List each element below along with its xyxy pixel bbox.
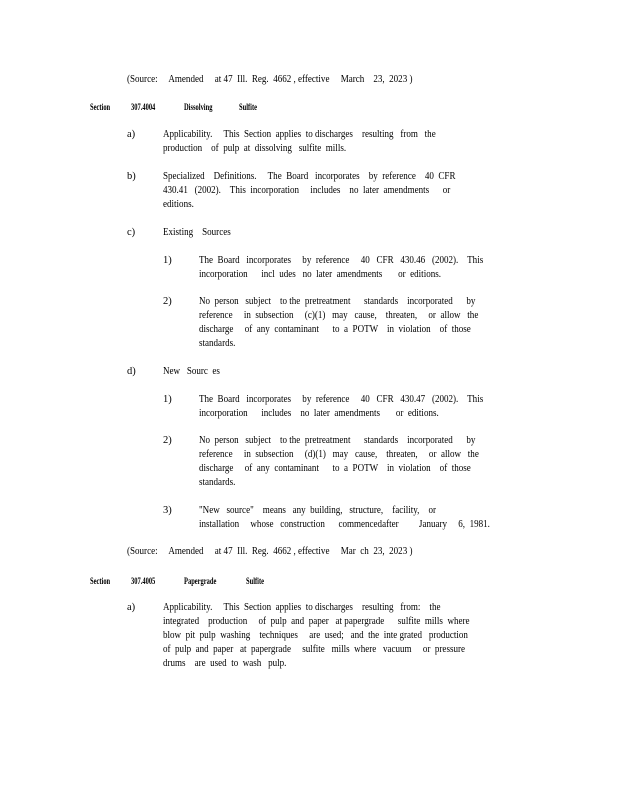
paragraph-line: reference in subsection (c)(1) may cause, threaten, or allow the	[199, 310, 479, 321]
item-label: 1)	[163, 394, 172, 405]
paragraph-line: standards.	[199, 338, 236, 349]
paragraph-line: The Board incorporates by reference 40 CFR 430.47 (2002). This	[199, 394, 484, 405]
section-title-word: Sulfite	[246, 576, 265, 586]
subsection-title: Existing Sources	[163, 227, 231, 238]
paragraph-line: No person subject to the pretreatment standards incorporated by	[199, 435, 476, 446]
section-number: 307.4004	[131, 102, 156, 112]
paragraph-line: integrated production of pulp and paper at papergrade sulfite mills where	[163, 616, 470, 627]
source-note: (Source: Amended at 47 Ill. Reg. 4662 , effective Mar ch 23, 2023 )	[127, 546, 413, 557]
subsection-title: New Sourc es	[163, 366, 220, 377]
paragraph-line: No person subject to the pretreatment standards incorporated by	[199, 296, 476, 307]
paragraph-line: drums are used to wash pulp.	[163, 658, 287, 669]
paragraph-line: incorporation includes no later amendments or editions.	[199, 408, 439, 419]
subsection-label: a)	[127, 602, 136, 613]
item-label: 1)	[163, 255, 172, 266]
section-title-word: Sulfite	[239, 102, 258, 112]
section-label: Section	[90, 102, 111, 112]
subsection-label: d)	[127, 366, 136, 377]
section-title-word: Papergrade	[184, 576, 217, 586]
paragraph-line: incorporation incl udes no later amendments or editions.	[199, 269, 442, 280]
item-label: 2)	[163, 296, 172, 307]
section-label: Section	[90, 576, 111, 586]
item-label: 3)	[163, 505, 172, 516]
paragraph-line: production of pulp at dissolving sulfite mills.	[163, 143, 347, 154]
paragraph-line: standards.	[199, 477, 236, 488]
paragraph-line: discharge of any contaminant to a POTW in violation of those	[199, 463, 471, 474]
paragraph-line: installation whose construction commencedafter January 6, 1981.	[199, 519, 490, 530]
paragraph-line: of pulp and paper at papergrade sulfite mills where vacuum or pressure	[163, 644, 466, 655]
source-note: (Source: Amended at 47 Ill. Reg. 4662 , effective March 23, 2023 )	[127, 74, 413, 85]
paragraph-line: The Board incorporates by reference 40 CFR 430.46 (2002). This	[199, 255, 484, 266]
paragraph-line: discharge of any contaminant to a POTW in violation of those	[199, 324, 471, 335]
paragraph-line: Applicability. This Section applies to discharges resulting from: the	[163, 602, 441, 613]
paragraph-line: blow pit pulp washing techniques are used; and the inte grated production	[163, 630, 468, 641]
section-title-word: Dissolving	[184, 102, 213, 112]
section-number: 307.4005	[131, 576, 156, 586]
subsection-label: c)	[127, 227, 136, 238]
paragraph-line: reference in subsection (d)(1) may cause, threaten, or allow the	[199, 449, 479, 460]
paragraph-line: Applicability. This Section applies to discharges resulting from the	[163, 129, 436, 140]
paragraph-line: Specialized Definitions. The Board incorporates by reference 40 CFR	[163, 171, 456, 182]
subsection-label: b)	[127, 171, 136, 182]
paragraph-line: "New source" means any building, structure, facility, or	[199, 505, 436, 516]
paragraph-line: editions.	[163, 199, 194, 210]
paragraph-line: 430.41 (2002). This incorporation includes no later amendments or	[163, 185, 451, 196]
item-label: 2)	[163, 435, 172, 446]
subsection-label: a)	[127, 129, 136, 140]
